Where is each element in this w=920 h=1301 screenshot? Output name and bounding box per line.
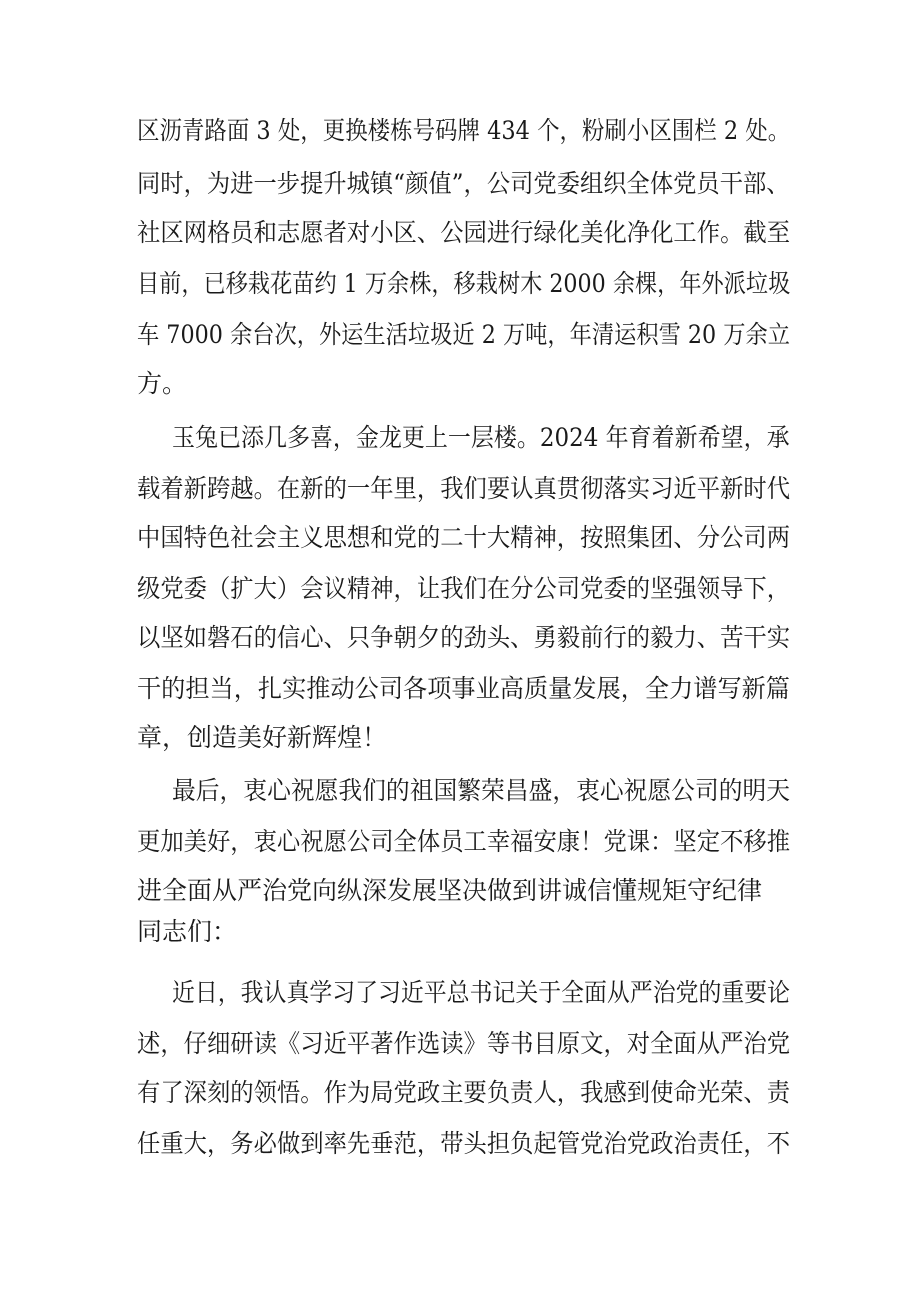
salutation-line: 同志们： (137, 917, 238, 946)
paragraph-2-line-6: 干的担当，扎实推动公司各项事业高质量发展，全力谱写新篇 (137, 674, 791, 703)
paragraph-3-line-2: 更加美好，衷心祝愿公司全体员工幸福安康！党课：坚定不移推 (137, 827, 791, 856)
paragraph-1-line-1: 区沥青路面 3 处，更换楼栋号码牌 434 个，粉刷小区围栏 2 处。 (137, 116, 791, 145)
paragraph-1-line-6: 方。 (137, 369, 188, 398)
paragraph-1-line-3: 社区网格员和志愿者对小区、公园进行绿化美化净化工作。截至 (137, 218, 791, 247)
paragraph-5-line-3: 有了深刻的领悟。作为局党政主要负责人，我感到使命光荣、责 (137, 1078, 791, 1107)
paragraph-1-line-5: 车 7000 余台次，外运生活垃圾近 2 万吨，年清运积雪 20 万余立 (137, 320, 790, 349)
paragraph-2-line-5: 以坚如磐石的信心、只争朝夕的劲头、勇毅前行的毅力、苦干实 (137, 623, 791, 652)
paragraph-3-line-1: 最后，衷心祝愿我们的祖国繁荣昌盛，衷心祝愿公司的明天 (172, 776, 791, 805)
paragraph-2-line-1: 玉兔已添几多喜，金龙更上一层楼。2024 年育着新希望，承 (172, 423, 790, 452)
paragraph-2-line-2: 载着新跨越。在新的一年里，我们要认真贯彻落实习近平新时代 (137, 474, 791, 503)
paragraph-2-line-7: 章，创造美好新辉煌！ (137, 723, 388, 752)
paragraph-1-line-4: 目前，已移栽花苗约 1 万余株，移栽树木 2000 余棵，年外派垃圾 (137, 269, 791, 298)
paragraph-5-line-4: 任重大，务必做到率先垂范，带头担负起管党治党政治责任，不 (137, 1129, 791, 1158)
paragraph-1-line-2: 同时，为进一步提升城镇“颜值”，公司党委组织全体党员干部、 (137, 169, 790, 198)
paragraph-2-line-3: 中国特色社会主义思想和党的二十大精神，按照集团、分公司两 (137, 523, 791, 552)
paragraph-2-line-4: 级党委（扩大）会议精神，让我们在分公司党委的坚强领导下， (137, 574, 791, 603)
paragraph-5-line-1: 近日，我认真学习了习近平总书记关于全面从严治党的重要论 (172, 978, 791, 1007)
paragraph-5-line-2: 述，仔细研读《习近平著作选读》等书目原文，对全面从严治党 (137, 1029, 791, 1058)
paragraph-3-line-3: 进全面从严治党向纵深发展坚决做到讲诚信懂规矩守纪律 (137, 876, 763, 905)
